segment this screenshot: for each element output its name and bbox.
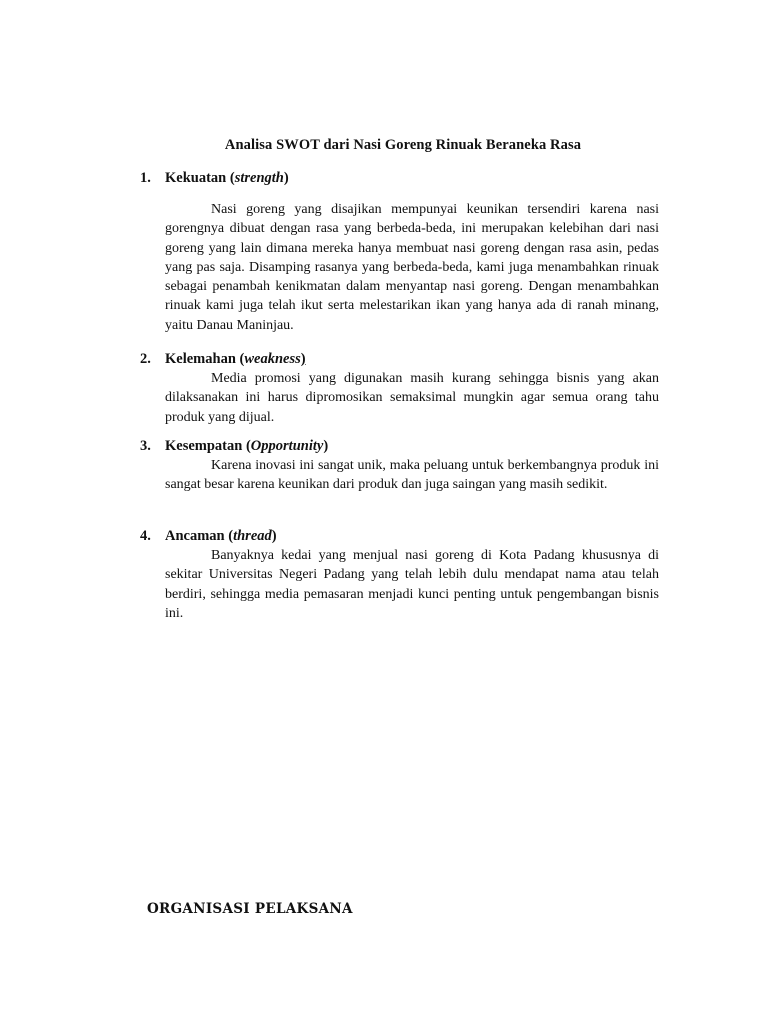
heading-suffix: ) (283, 170, 289, 186)
heading-term: weakness (244, 351, 301, 367)
section-paragraph: Media promosi yang digunakan masih kurang sehingga bisnis yang akan dilaksanakan ini harus dipromosikan semaksimal mungkin agar semua orang tahu produk yang dijual. (165, 371, 659, 425)
heading-term: thread (233, 528, 272, 544)
section-heading (140, 168, 660, 188)
section-heading (140, 526, 660, 546)
section-opportunity (140, 436, 660, 495)
section-weakness (140, 349, 660, 427)
section-strength (140, 168, 660, 335)
section-heading (140, 436, 660, 456)
heading-suffix: ) (271, 528, 277, 544)
heading-prefix: Kekuatan ( (165, 170, 235, 186)
section-paragraph: Karena inovasi ini sangat unik, maka peluang untuk berkembangnya produk ini sangat besar karena keunikan dari produk dan juga saingan yang masih sedikit. (165, 458, 659, 493)
section-number: 2. (140, 351, 151, 367)
heading-prefix: Kelemahan ( (165, 351, 245, 367)
heading-prefix: Kesempatan ( (165, 438, 251, 454)
heading-suffix: ) (300, 351, 306, 367)
next-section-heading: ORGANISASI PELAKSANA (147, 901, 353, 917)
section-number: 4. (140, 528, 151, 544)
section-number: 3. (140, 438, 151, 454)
section-threat (140, 526, 660, 623)
heading-suffix: ) (323, 438, 329, 454)
document-title: Analisa SWOT dari Nasi Goreng Rinuak Beraneka Rasa (224, 137, 582, 153)
heading-term: Opportunity (250, 438, 324, 454)
section-number: 1. (140, 170, 151, 186)
heading-term: strength (234, 170, 284, 186)
heading-prefix: Ancaman ( (165, 528, 234, 544)
section-heading (140, 349, 660, 369)
section-paragraph: Banyaknya kedai yang menjual nasi goreng di Kota Padang khususnya di sekitar Universitas Negeri Padang yang telah lebih dulu mendapat nama atau telah berdiri, sehingga media pemasaran menjadi kunci penting untuk pengembangan bisnis ini. (165, 548, 659, 621)
section-paragraph: Nasi goreng yang disajikan mempunyai keunikan tersendiri karena nasi gorengnya dibuat dengan rasa yang berbeda-beda, ini merupakan kelebihan dari nasi goreng yang lain dimana mereka hanya membuat nasi goreng dengan rasa asin, pedas yang pas saja. Disamping rasanya yang berbeda-beda, kami juga menambahkan rinuak sebagai penambah kenikmatan dalam menyantap nasi goreng. Dengan menambahkan rinuak kami juga telah ikut serta melestarikan ikan yang hanya ada di ranah minang, yaitu Danau Maninjau. (165, 202, 659, 333)
